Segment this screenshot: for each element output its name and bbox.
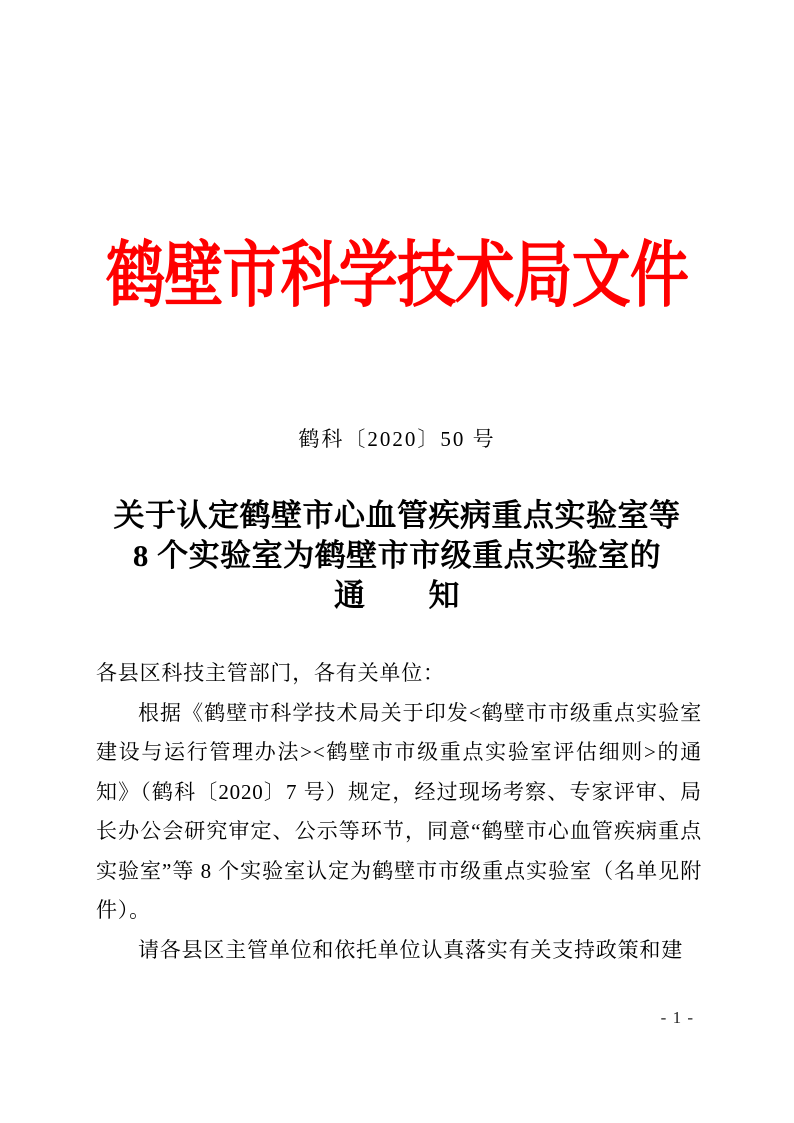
- salutation-line: 各县区科技主管部门，各有关单位：: [96, 661, 445, 685]
- document-title-line1: 关于认定鹤壁市心血管疾病重点实验室等: [113, 498, 681, 533]
- document-title-line2: 8 个实验室为鹤壁市市级重点实验室的: [132, 538, 662, 573]
- document-body: [96, 654, 702, 970]
- document-title-line3: 通 知: [334, 578, 460, 613]
- body-paragraph-1: 根据《鹤壁市科学技术局关于印发<鹤壁市市级重点实验室建设与运行管理办法><鹤壁市市级重点实验室评估细则>的通知》（鹤科〔2020〕7 号）规定，经过现场考察、专家评审、局长办公会研究审定、公示等环节，同意“鹤壁市心血管疾病重点实验室”等 8 个实验室认定为鹤壁市市级重点实验室（名单见附件）。: [96, 700, 702, 922]
- agency-header-title: 鹤壁市科学技术局文件: [105, 236, 689, 316]
- document-number: 鹤科〔2020〕50 号: [298, 427, 496, 451]
- page-number: - 1 -: [660, 1008, 694, 1027]
- document-title: [0, 496, 794, 616]
- body-paragraph-2: 请各县区主管单位和依托单位认真落实有关支持政策和建: [138, 937, 683, 962]
